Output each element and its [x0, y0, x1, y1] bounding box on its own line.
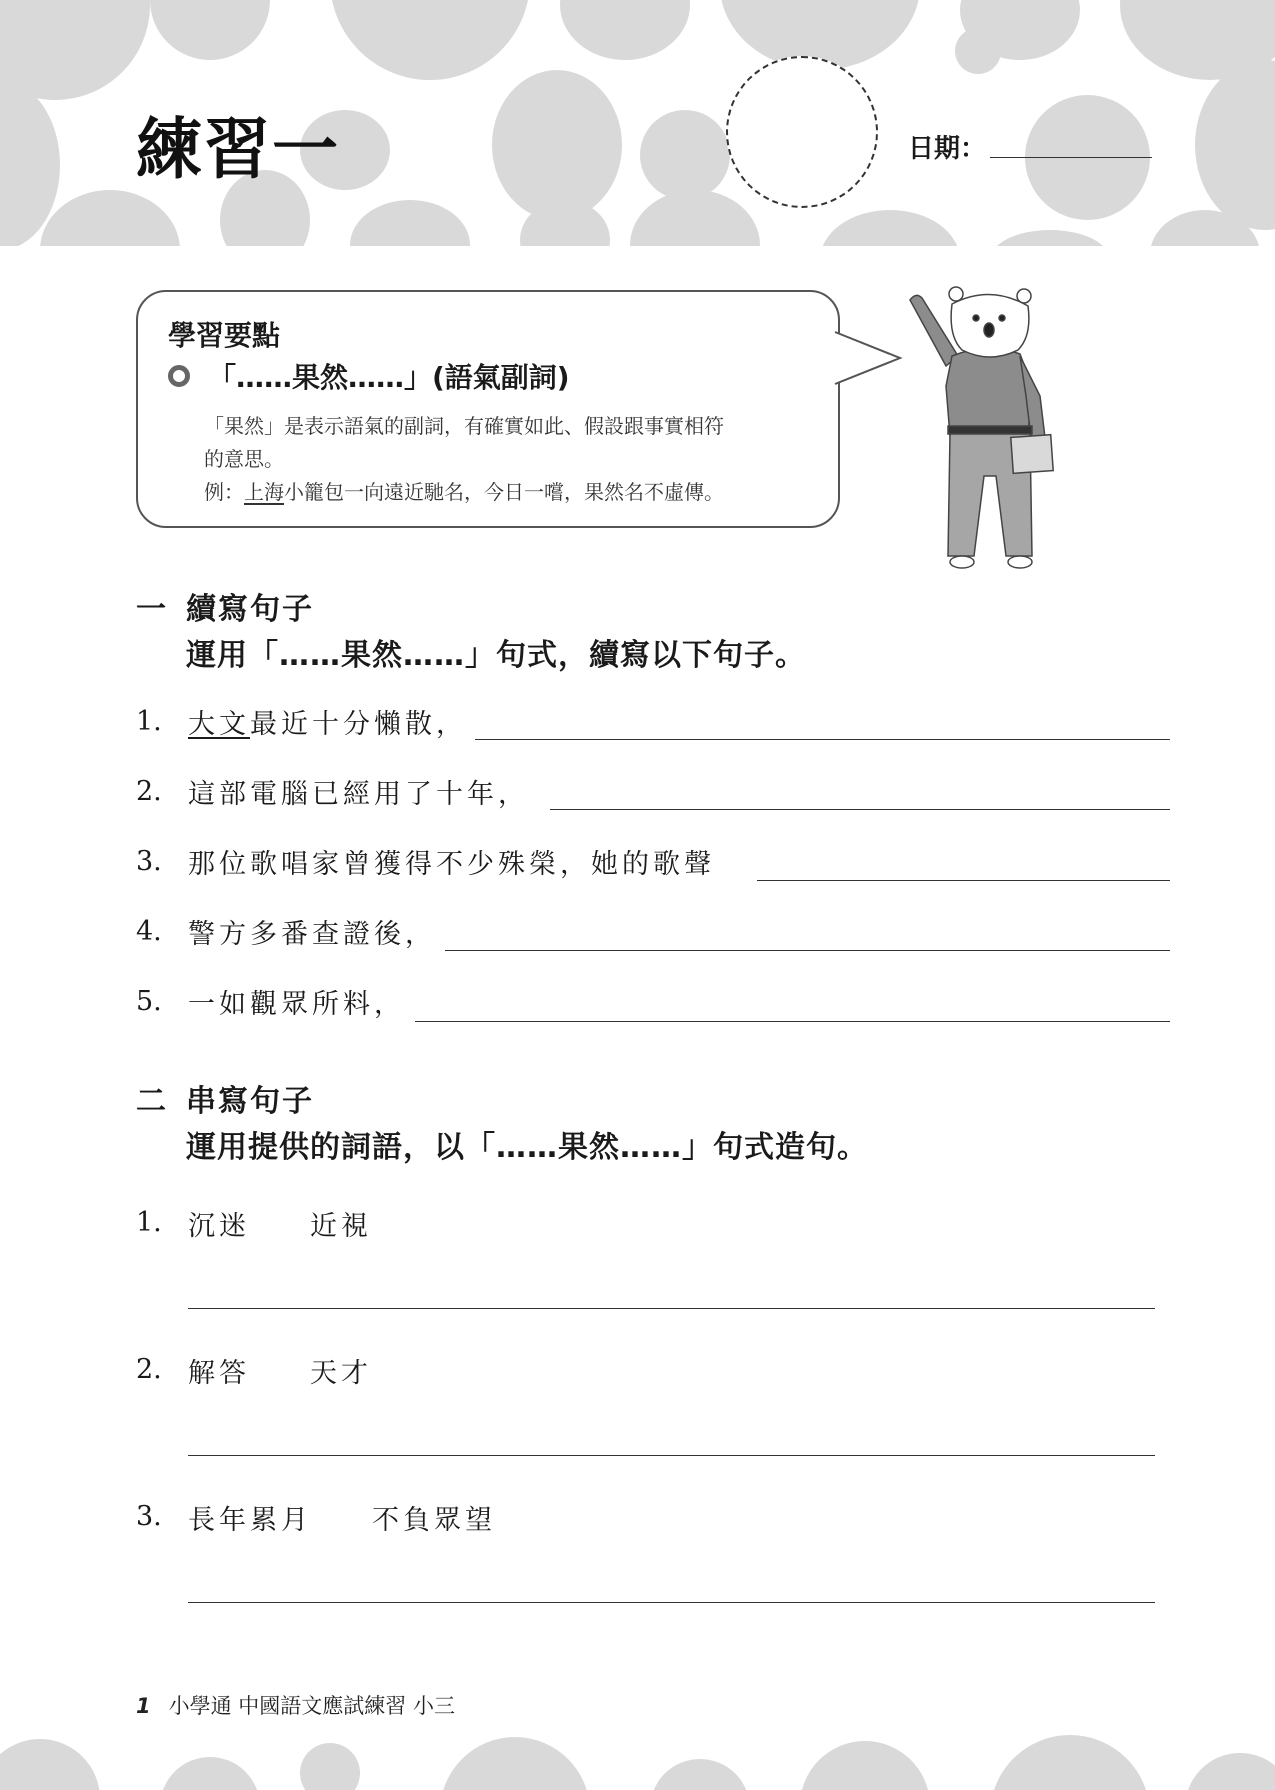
s1-q4-number: 4. [136, 916, 162, 947]
s1-q2-text: 這部電腦已經用了十年， [188, 779, 529, 810]
learning-points-title: 學習要點 [168, 319, 281, 352]
explanation-line-2: 的意思。 [204, 447, 284, 471]
s1-q3-answer-line[interactable] [757, 880, 1170, 881]
s2-q3-number: 3. [136, 1501, 162, 1532]
page-number: 1 [136, 1694, 151, 1718]
s1-q1-number: 1. [136, 706, 162, 737]
s1-q1-rest: 最近十分懶散， [250, 709, 467, 740]
section1-number: 一 [136, 592, 168, 627]
s1-q1-text [188, 702, 467, 741]
s2-q1-word1: 沉迷 [188, 1211, 250, 1242]
s2-q3-word1: 長年累月 [188, 1505, 312, 1536]
example-place-name: 上海 [244, 480, 284, 504]
s1-q5-answer-line[interactable] [415, 1021, 1170, 1022]
s2-q3-word2: 不負眾望 [372, 1505, 496, 1536]
s1-q4-text: 警方多番查證後， [188, 919, 436, 950]
s2-q2-answer-line[interactable] [188, 1455, 1155, 1456]
s1-q5-text: 一如觀眾所料， [188, 989, 405, 1020]
section1-instruction: 運用「……果然……」句式，續寫以下句子。 [186, 638, 806, 673]
learning-points-heading: 「……果然……」(語氣副詞) [208, 361, 570, 394]
s1-q3-text: 那位歌唱家曾獲得不少殊榮，她的歌聲 [188, 849, 715, 880]
s2-q1-answer-line[interactable] [188, 1308, 1155, 1309]
s2-q2-word2: 天才 [310, 1358, 372, 1389]
s2-q2-word1: 解答 [188, 1358, 250, 1389]
s1-q3-number: 3. [136, 846, 162, 877]
s2-q2-number: 2. [136, 1354, 162, 1385]
s2-q1-number: 1. [136, 1207, 162, 1238]
learning-points-bubble [136, 290, 840, 528]
example-line [204, 476, 724, 505]
explanation-line-1: 「果然」是表示語氣的副詞，有確實如此、假設跟事實相符 [204, 414, 724, 438]
bubble-tail [834, 318, 904, 394]
s2-q1-words [188, 1204, 372, 1243]
bear-mascot-illustration [900, 286, 1070, 576]
section2-number: 二 [136, 1084, 168, 1119]
s2-q3-answer-line[interactable] [188, 1602, 1155, 1603]
section1-title: 續寫句子 [186, 592, 314, 627]
s1-q5-number: 5. [136, 986, 162, 1017]
s1-q4-answer-line[interactable] [445, 950, 1170, 951]
date-label: 日期： [908, 134, 987, 164]
s2-q2-words [188, 1351, 372, 1390]
page-footer [136, 1690, 455, 1720]
section2-instruction: 運用提供的詞語，以「……果然……」句式造句。 [186, 1130, 868, 1165]
page-title: 練習一 [136, 111, 340, 188]
example-prefix: 例： [204, 480, 244, 504]
s1-q2-answer-line[interactable] [550, 809, 1170, 810]
section2-title: 串寫句子 [186, 1084, 314, 1119]
section2-heading [136, 1076, 314, 1120]
bottom-decorative-band [0, 1735, 1275, 1790]
s2-q3-words [188, 1498, 496, 1537]
ring-bullet-icon [168, 365, 190, 387]
s1-q1-name: 大文 [188, 709, 250, 740]
stamp-circle [726, 56, 878, 208]
date-input-line[interactable] [990, 157, 1152, 158]
s1-q2-number: 2. [136, 776, 162, 807]
s1-q1-answer-line[interactable] [475, 739, 1170, 740]
footer-book-title: 小學通 中國語文應試練習 小三 [168, 1694, 455, 1718]
example-rest: 小籠包一向遠近馳名，今日一嚐，果然名不虛傳。 [284, 480, 724, 504]
section1-heading [136, 584, 314, 628]
s2-q1-word2: 近視 [310, 1211, 372, 1242]
